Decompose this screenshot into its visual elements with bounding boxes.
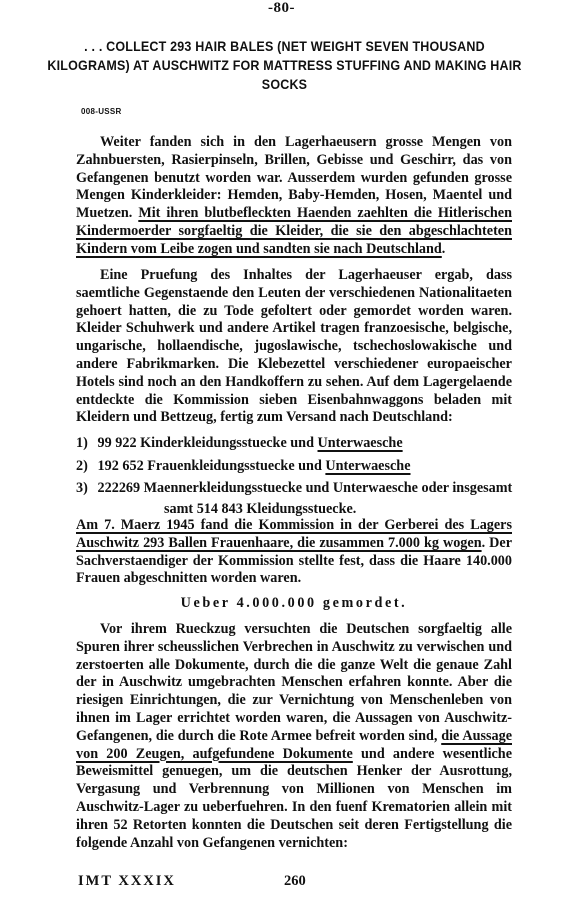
list-item bbox=[76, 477, 512, 500]
list-item-underlined: Unterwaesche bbox=[325, 457, 411, 474]
inventory-list bbox=[76, 432, 512, 519]
headline: . . . COLLECT 293 HAIR BALES (NET WEIGHT SEVEN THOUSAND KILOGRAMS) AT AUSCHWITZ FOR MATTRESS STUFFING AND MAKING HAIR SOCKS bbox=[47, 39, 522, 92]
paragraph-3-text: . Der Sachverstaendiger der Kommission stellte fest, dass die Haare 140.000 Frauen abgeschnitten worden waren. bbox=[76, 534, 513, 587]
footer-page-number: 260 bbox=[284, 873, 306, 889]
list-item bbox=[76, 432, 512, 455]
document-id: 008-USSR bbox=[81, 107, 122, 116]
list-item-number: 3) bbox=[76, 480, 88, 496]
paragraph-4 bbox=[76, 621, 512, 852]
paragraph-4-underlined: die Aussage von 200 Zeugen, aufgefundene Dokumente bbox=[76, 727, 512, 762]
list-item-number: 1) bbox=[76, 435, 88, 451]
page-number: -80- bbox=[268, 0, 295, 16]
list-item-text: 192 652 Frauenkleidungsstuecke und bbox=[97, 457, 326, 474]
footer-series: IMT XXXIX bbox=[78, 873, 176, 889]
paragraph-4-text: Vor ihrem Rueckzug versuchten die Deutschen sorgfaeltig alle Spuren ihrer scheusslichen Verbrechen in Auschwitz zu verwischen und zerstoerten alle Dokumente, durch die die ganze Welt die genaue Zahl der in Auschwitz umgebrachten Menschen erfahren konnte. Aber die riesigen Einrichtungen, die zur Vernichtung von Menschenleben von ihnen im Lager errichtet worden waren, die Aussagen von Auschwitz-Gefangenen, die durch die Rote Armee befreit worden sind, bbox=[76, 621, 512, 744]
section-heading: Ueber 4.000.000 gemordet. bbox=[180, 595, 408, 611]
paragraph-3-underlined: Am 7. Maerz 1945 fand die Kommission in der Gerberei des Lagers Auschwitz 293 Ballen Frauenhaare, die zusammen 7.000 kg wogen bbox=[76, 517, 512, 551]
paragraph-4-text-end: und andere wesentliche Beweismittel genuegen, um die deutschen Henker der Ausrottung, Vergasung und Verbrennung von Millionen von Menschen im Auschwitz-Lager zu ueberfuehren. In den fuenf Krematorien allein mit ihren 52 Retorten konnten die Deutschen seit deren Fertigstellung die folgende Anzahl von Gefangenen vernichten: bbox=[76, 745, 512, 851]
paragraph-2-text: Eine Pruefung des Inhaltes der Lagerhaeuser ergab, dass saemtliche Gegenstaende den Leuten der verschiedenen Nationalitaeten gehoert hatten, die zu Tode gefoltert oder gemordet worden waren. Kleider Schuhwerk und andere Artikel tragen franzoesische, belgische, ungarische, hollaendische, jugoslawische, tschechoslowakische und andere Fabrikmarken. Die Klebezettel verschiedener europaeischer Hotels sind noch an den Handkoffern zu sehen. Auf dem Lagergelaende entdeckte die Kommission sieben Eisenbahnwaggons beladen mit Kleidern und Bettzeug, fertig zum Versand nach Deutschland: bbox=[76, 267, 512, 426]
paragraph-1-text: Weiter fanden sich in den Lagerhaeusern grosse Mengen von Zahnbuersten, Rasierpinseln, Brillen, Gebisse und Geschirr, das von Gefangenen benutzt worden war. Ausserdem wurden gefunden grosse Mengen Kinderkleider: Hemden, Baby-Hemden, Hosen, Maentel und Muetzen. bbox=[76, 134, 512, 222]
list-item-underlined: Unterwaesche bbox=[317, 435, 403, 451]
paragraph-1-underlined: Mit ihren blutbefleckten Haenden zaehlten die Hitlerischen Kindermoerder sorgfaeltig die Kleider, die sie den abgeschlachteten Kindern vom Leibe zogen und sandten sie nach Deutschland bbox=[76, 205, 512, 257]
list-item-text: 222269 Maennerkleidungsstuecke und Unterwaesche oder insgesamt bbox=[97, 480, 513, 496]
list-item bbox=[76, 455, 512, 478]
list-item-number: 2) bbox=[76, 457, 88, 474]
paragraph-2 bbox=[76, 267, 512, 427]
list-item-text: 99 922 Kinderkleidungsstuecke und bbox=[97, 435, 318, 451]
paragraph-1-end: . bbox=[441, 240, 446, 257]
paragraph-3 bbox=[76, 517, 512, 588]
paragraph-1 bbox=[76, 134, 512, 259]
list-total: samt 514 843 Kleidungsstuecke. bbox=[164, 500, 357, 517]
